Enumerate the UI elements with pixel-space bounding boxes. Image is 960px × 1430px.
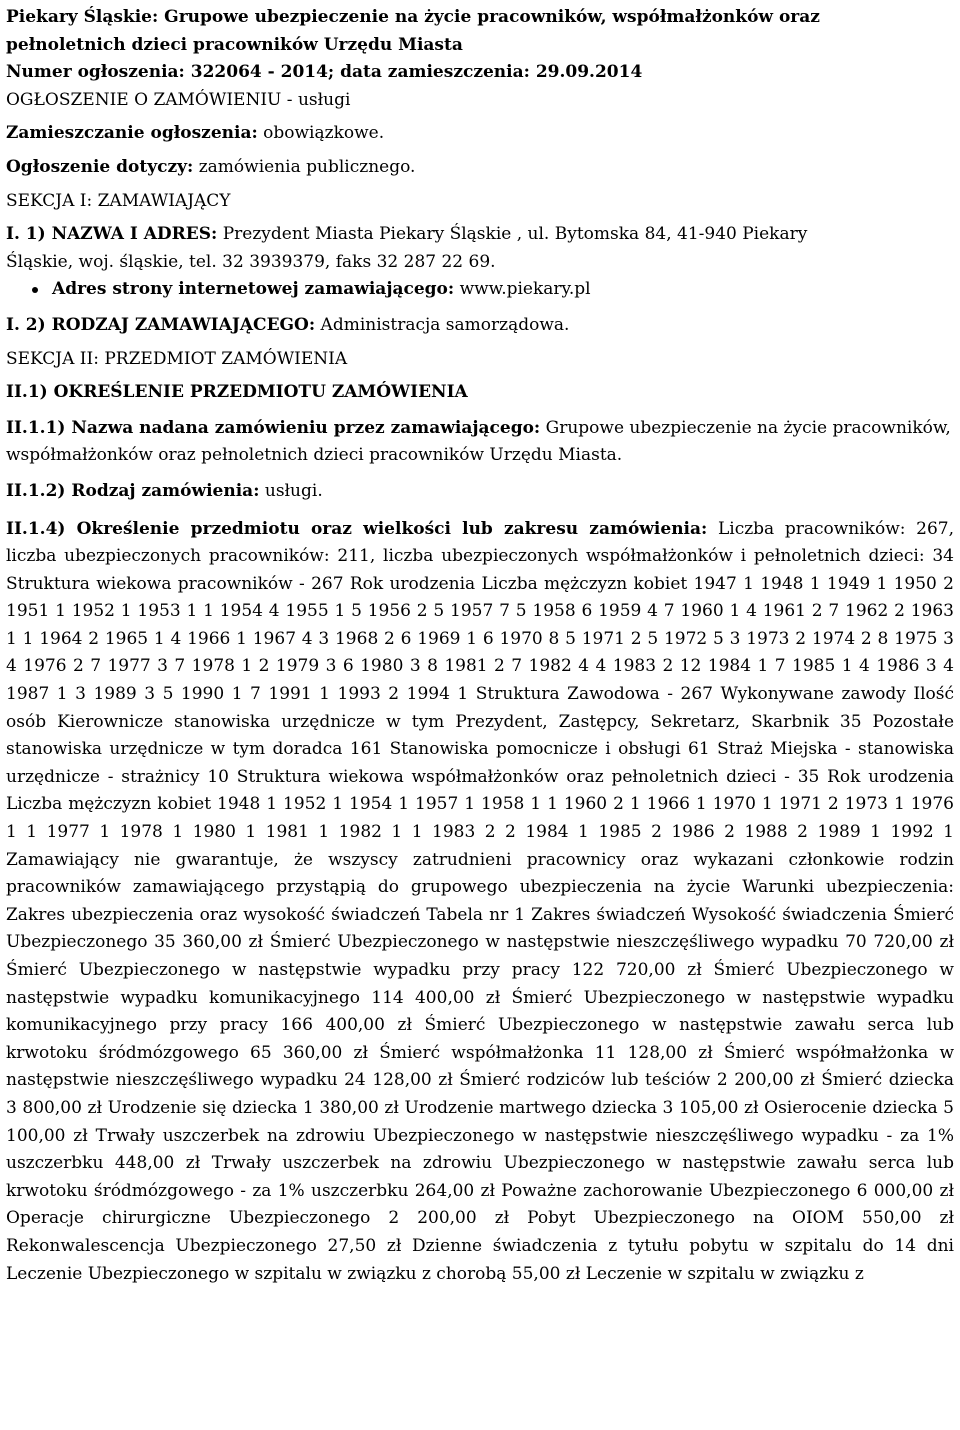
concerns-field xyxy=(6,154,954,182)
order-name-label: II.1.1) Nazwa nadana zamówieniu przez zamawiającego: xyxy=(6,417,541,438)
order-name-field xyxy=(6,415,954,470)
posting-label: Zamieszczanie ogłoszenia: xyxy=(6,123,258,144)
contracting-authority-label: I. 1) NAZWA I ADRES: xyxy=(6,224,218,245)
authority-type-value: Administracja samorządowa. xyxy=(320,314,570,335)
website-item xyxy=(6,276,954,304)
posting-field xyxy=(6,120,954,148)
title-line-1: Piekary Śląskie: Grupowe ubezpieczenie na życie pracowników, współmałżonków oraz xyxy=(6,7,820,27)
order-kind-label: II.1.2) Rodzaj zamówienia: xyxy=(6,480,260,501)
section-1-heading: SEKCJA I: ZAMAWIAJĄCY xyxy=(6,190,231,211)
notice-type: OGŁOSZENIE O ZAMÓWIENIU - usługi xyxy=(6,89,351,110)
authority-type-field xyxy=(6,312,954,340)
concerns-value: zamówienia publicznego. xyxy=(198,156,416,177)
website-label: Adres strony internetowej zamawiającego: xyxy=(52,279,455,300)
section-2-heading: SEKCJA II: PRZEDMIOT ZAMÓWIENIA xyxy=(6,348,348,369)
order-scope-label: II.1.4) Określenie przedmiotu oraz wielkości lub zakresu zamówienia: xyxy=(6,518,708,539)
order-scope-value: Liczba pracowników: 267, liczba ubezpieczonych pracowników: 211, liczba ubezpieczonych współmałżonków i pełnoletnich dzieci: 34 Struktura wiekowa pracowników - 267 Rok urodzenia Liczba mężczyzn kobiet 1947 1 1948 1 1949 1 1950 2 1951 1 1952 1 1953 1 1 1954 4 1955 1 5 1956 2 5 1957 7 5 1958 6 1959 4 7 1960 1 4 1961 2 7 1962 2 1963 1 1 1964 2 1965 1 4 1966 1 1967 4 3 1968 2 6 1969 1 6 1970 8 5 1971 2 5 1972 5 3 1973 2 1974 2 8 1975 3 4 1976 2 7 1977 3 7 1978 1 2 1979 3 6 1980 3 8 1981 2 7 1982 4 4 1983 2 12 1984 1 7 1985 1 4 1986 3 4 1987 1 3 1989 3 5 1990 1 7 1991 1 1993 2 1994 1 Struktura Zawodowa - 267 Wykonywane zawody Ilość osób Kierownicze stanowiska urzędnicze w tym Prezydent, Zastępcy, Sekretarz, Skarbnik 35 Pozostałe stanowiska urzędnicze w tym doradca 161 Stanowiska pomocnicze i obsługi 61 Straż Miejska - stanowiska urzędnicze - strażnicy 10 Struktura wiekowa współmałżonków oraz pełnoletnich dzieci - 35 Rok urodzenia Liczba mężczyzn kobiet 1948 1 1952 1 1954 1 1957 1 1958 1 1 1960 2 1 1966 1 1970 1 1971 2 1973 1 1976 1 1 1977 1 1978 1 1980 1 1981 1 1982 1 1 1983 2 2 1984 1 1985 2 1986 2 1988 2 1989 1 1992 1 Zamawiający nie gwarantuje, że wszyscy zatrudnieni pracownicy oraz wykazani członkowie rodzin pracowników zamawiającego przystąpią do grupowego ubezpieczenia na życie Warunki ubezpieczenia: Zakres ubezpieczenia oraz wysokość świadczeń Tabela nr 1 Zakres świadczeń Wysokość świadczenia Śmierć Ubezpieczonego 35 360,00 zł Śmierć Ubezpieczonego w następstwie nieszczęśliwego wypadku 70 720,00 zł Śmierć Ubezpieczonego w następstwie wypadku przy pracy 122 720,00 zł Śmierć Ubezpieczonego w następstwie wypadku komunikacyjnego 114 400,00 zł Śmierć Ubezpieczonego w następstwie wypadku komunikacyjnego przy pracy 166 400,00 zł Śmierć Ubezpieczonego w następstwie zawału serca lub krwotoku śródmózgowego 65 360,00 zł Śmierć współmałżonka 11 128,00 zł Śmierć współmałżonka w następstwie nieszczęśliwego wypadku 24 128,00 zł Śmierć rodziców lub teściów 2 200,00 zł Śmierć dziecka 3 800,00 zł Urodzenie się dziecka 1 380,00 zł Urodzenie martwego dziecka 3 105,00 zł Osierocenie dziecka 5 100,00 zł Trwały uszczerbek na zdrowiu Ubezpieczonego w następstwie nieszczęśliwego wypadku - za 1% uszczerbku 448,00 zł Trwały uszczerbek na zdrowiu Ubezpieczonego w następstwie zawału serca lub krwotoku śródmózgowego - za 1% uszczerbku 264,00 zł Poważne zachorowanie Ubezpieczonego 6 000,00 zł Operacje chirurgiczne Ubezpieczonego 2 200,00 zł Pobyt Ubezpieczonego na OIOM 550,00 zł Rekonwalescencja Ubezpieczonego 27,50 zł Dzienne świadczenia z tytułu pobytu w szpitalu do 14 dni Leczenie Ubezpieczonego w szpitalu w związku z chorobą 55,00 zł Leczenie w szpitalu w związku z xyxy=(6,518,954,1284)
bullet-icon xyxy=(32,287,38,293)
posting-value: obowiązkowe. xyxy=(263,123,385,144)
order-kind-value: usługi. xyxy=(264,480,323,501)
title-line-2: pełnoletnich dzieci pracowników Urzędu Miasta xyxy=(6,34,463,55)
contracting-authority-line-2: Śląskie, woj. śląskie, tel. 32 3939379, faks 32 287 22 69. xyxy=(6,251,496,272)
order-name-value: Grupowe ubezpieczenie na życie pracowników, współmałżonków oraz pełnoletnich dzieci pracowników Urzędu Miasta. xyxy=(6,417,951,466)
website-link[interactable]: www.piekary.pl xyxy=(459,279,591,300)
section-2-subheading: II.1) OKREŚLENIE PRZEDMIOTU ZAMÓWIENIA xyxy=(6,382,468,403)
concerns-label: Ogłoszenie dotyczy: xyxy=(6,156,194,177)
order-scope-field xyxy=(6,516,954,1289)
authority-type-label: I. 2) RODZAJ ZAMAWIAJĄCEGO: xyxy=(6,314,316,335)
order-kind-field xyxy=(6,478,954,506)
notice-number: Numer ogłoszenia: 322064 - 2014; data zamieszczenia: 29.09.2014 xyxy=(6,62,643,83)
contracting-authority-line-1: I. 1) NAZWA I ADRES: Prezydent Miasta Piekary Śląskie , ul. Bytomska 84, 41-940 Piekary xyxy=(6,224,808,245)
